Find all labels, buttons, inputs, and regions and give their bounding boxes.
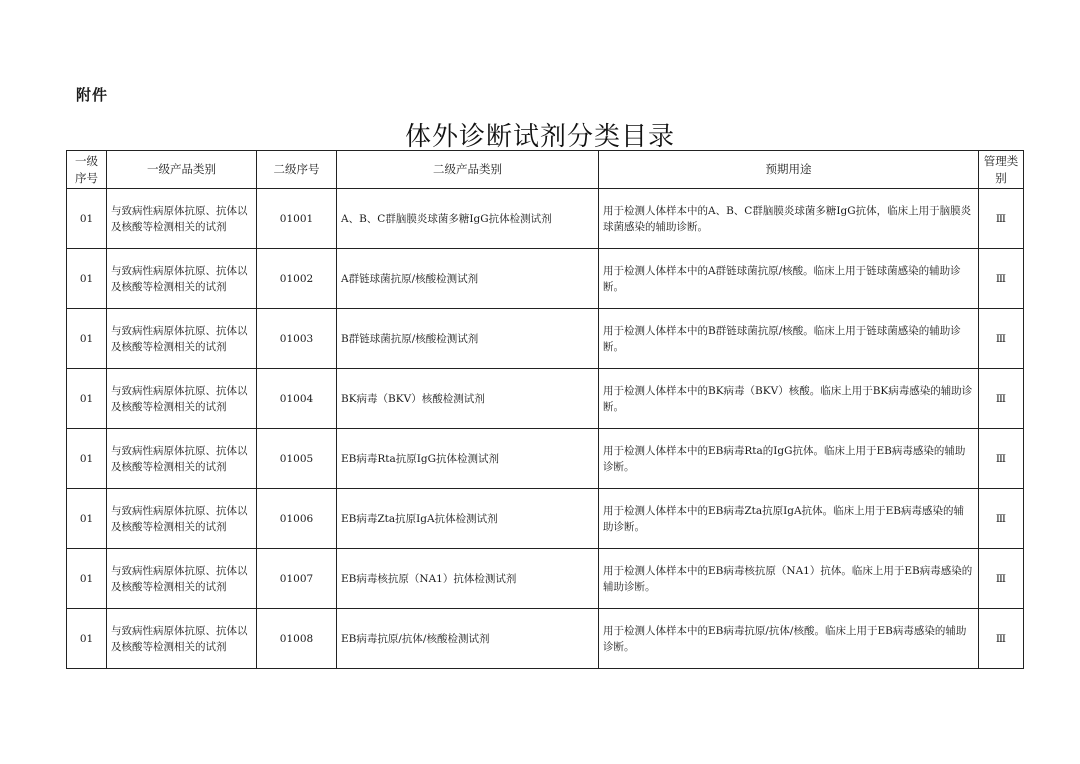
cell-second-no: 01005 [257,429,337,489]
table-row [67,549,1024,609]
cell-intended-use: 用于检测人体样本中的BK病毒（BKV）核酸。临床上用于BK病毒感染的辅助诊断。 [599,369,979,429]
cell-intended-use: 用于检测人体样本中的EB病毒Rta的IgG抗体。临床上用于EB病毒感染的辅助诊断。 [599,429,979,489]
table-row [67,429,1024,489]
table-header [67,151,1024,189]
header-intended-use: 预期用途 [599,151,979,189]
cell-first-category: 与致病性病原体抗原、抗体以及核酸等检测相关的试剂 [107,369,257,429]
document-title: 体外诊断试剂分类目录 [404,122,675,152]
cell-first-category: 与致病性病原体抗原、抗体以及核酸等检测相关的试剂 [107,549,257,609]
cell-first-no: 01 [67,549,107,609]
header-management-class: 管理类别 [979,151,1024,189]
table-row [67,309,1024,369]
cell-first-category: 与致病性病原体抗原、抗体以及核酸等检测相关的试剂 [107,429,257,489]
header-row [67,151,1024,189]
cell-first-category: 与致病性病原体抗原、抗体以及核酸等检测相关的试剂 [107,489,257,549]
table-body [67,189,1024,669]
cell-second-no: 01006 [257,489,337,549]
table-row [67,369,1024,429]
cell-management-class: Ⅲ [979,309,1024,369]
cell-management-class: Ⅲ [979,369,1024,429]
cell-second-category: EB病毒Zta抗原IgA抗体检测试剂 [337,489,599,549]
attachment-label: 附件 [76,86,109,104]
cell-first-no: 01 [67,189,107,249]
classification-table [66,150,1024,669]
cell-management-class: Ⅲ [979,189,1024,249]
cell-intended-use: 用于检测人体样本中的EB病毒Zta抗原IgA抗体。临床上用于EB病毒感染的辅助诊断。 [599,489,979,549]
cell-second-no: 01002 [257,249,337,309]
cell-second-category: A群链球菌抗原/核酸检测试剂 [337,249,599,309]
cell-management-class: Ⅲ [979,549,1024,609]
cell-management-class: Ⅲ [979,249,1024,309]
cell-first-no: 01 [67,609,107,669]
table-row [67,249,1024,309]
cell-first-no: 01 [67,249,107,309]
cell-first-category: 与致病性病原体抗原、抗体以及核酸等检测相关的试剂 [107,309,257,369]
cell-management-class: Ⅲ [979,429,1024,489]
table-row [67,609,1024,669]
cell-intended-use: 用于检测人体样本中的EB病毒核抗原（NA1）抗体。临床上用于EB病毒感染的辅助诊断。 [599,549,979,609]
cell-second-category: EB病毒核抗原（NA1）抗体检测试剂 [337,549,599,609]
cell-first-category: 与致病性病原体抗原、抗体以及核酸等检测相关的试剂 [107,249,257,309]
cell-first-no: 01 [67,489,107,549]
cell-second-category: EB病毒抗原/抗体/核酸检测试剂 [337,609,599,669]
cell-intended-use: 用于检测人体样本中的A、B、C群脑膜炎球菌多糖IgG抗体，临床上用于脑膜炎球菌感染的辅助诊断。 [599,189,979,249]
cell-second-no: 01008 [257,609,337,669]
header-first-level-category: 一级产品类别 [107,151,257,189]
cell-management-class: Ⅲ [979,609,1024,669]
cell-second-category: B群链球菌抗原/核酸检测试剂 [337,309,599,369]
cell-first-no: 01 [67,309,107,369]
header-first-level-no: 一级序号 [67,151,107,189]
cell-intended-use: 用于检测人体样本中的A群链球菌抗原/核酸。临床上用于链球菌感染的辅助诊断。 [599,249,979,309]
header-second-level-no: 二级序号 [257,151,337,189]
cell-first-no: 01 [67,429,107,489]
cell-second-no: 01004 [257,369,337,429]
table-row [67,189,1024,249]
header-second-level-category: 二级产品类别 [337,151,599,189]
cell-second-category: EB病毒Rta抗原IgG抗体检测试剂 [337,429,599,489]
cell-management-class: Ⅲ [979,489,1024,549]
cell-intended-use: 用于检测人体样本中的EB病毒抗原/抗体/核酸。临床上用于EB病毒感染的辅助诊断。 [599,609,979,669]
cell-second-no: 01003 [257,309,337,369]
cell-first-category: 与致病性病原体抗原、抗体以及核酸等检测相关的试剂 [107,609,257,669]
table-row [67,489,1024,549]
cell-second-no: 01007 [257,549,337,609]
cell-second-category: BK病毒（BKV）核酸检测试剂 [337,369,599,429]
cell-intended-use: 用于检测人体样本中的B群链球菌抗原/核酸。临床上用于链球菌感染的辅助诊断。 [599,309,979,369]
cell-first-category: 与致病性病原体抗原、抗体以及核酸等检测相关的试剂 [107,189,257,249]
cell-first-no: 01 [67,369,107,429]
cell-second-category: A、B、C群脑膜炎球菌多糖IgG抗体检测试剂 [337,189,599,249]
cell-second-no: 01001 [257,189,337,249]
